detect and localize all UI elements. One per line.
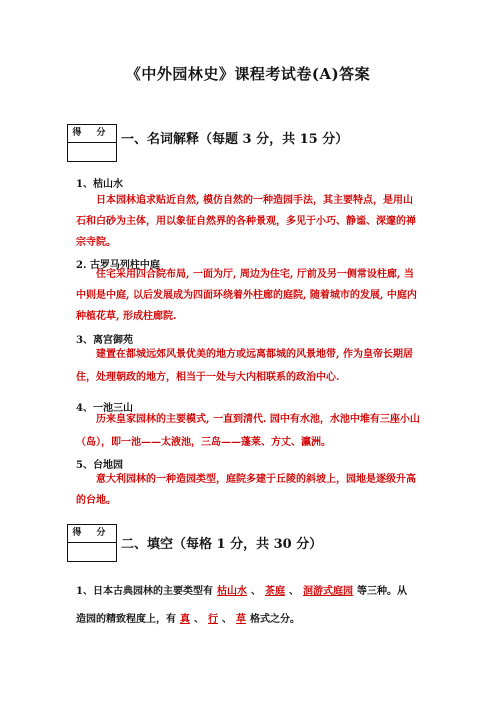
answer-blank: 草 bbox=[236, 614, 246, 625]
separator: 、 bbox=[222, 614, 232, 625]
answer-blank: 枯山水 bbox=[216, 586, 247, 597]
term-title: 1、桔山水 bbox=[76, 179, 123, 190]
term-title: 4、一池三山 bbox=[76, 403, 133, 414]
term-answer: 日本园林追求贴近自然, 模仿自然的一种造园手法，其主要特点，是用山石和白砂为主体，用以象征自然界的各种景观，多见于小巧、静谧、深邃的禅宗寺院。 bbox=[76, 195, 416, 248]
page-title: 《中外园林史》课程考试卷(A)答案 bbox=[125, 65, 371, 83]
fill-question bbox=[76, 578, 426, 634]
separator: 、 bbox=[250, 586, 261, 597]
term-answer: 历来皇家园林的主要模式, 一直到清代. 园中有水池，水池中堆有三座小山（岛），即一池——太液池，三岛——蓬莱、方丈、瀛洲。 bbox=[76, 414, 420, 448]
term-answer: 意大利园林的一种造园类型，庭院多建于丘陵的斜坡上，园地是逐级升高的台地。 bbox=[76, 474, 416, 506]
term-title: 3、离宫御苑 bbox=[76, 335, 133, 346]
question-text: 造园的精致程度上，有 bbox=[76, 614, 176, 625]
score-label: 得 分 bbox=[68, 125, 116, 143]
question-text: 格式之分。 bbox=[250, 614, 300, 625]
separator: 、 bbox=[288, 586, 299, 597]
score-box bbox=[67, 124, 117, 162]
score-label: 得 分 bbox=[68, 525, 116, 543]
section-heading: 二、填空（每格 1 分，共 30 分） bbox=[121, 537, 323, 552]
term-title: 5、台地园 bbox=[76, 460, 123, 471]
separator: 、 bbox=[194, 614, 204, 625]
question-text: 1、日本古典园林的主要类型有 bbox=[76, 586, 213, 597]
answer-blank: 真 bbox=[180, 614, 190, 625]
section-heading: 一、名词解释（每题 3 分，共 15 分） bbox=[121, 132, 349, 147]
term-title: 2. 古罗马列柱中庭 bbox=[76, 260, 160, 271]
answer-blank: 行 bbox=[208, 614, 218, 625]
term-answer: 住宅采用四合院布局, 一面为厅, 周边为住宅, 厅前及另一侧常设柱廊, 当中则是中庭, 以后发展成为四面环绕着外柱廊的庭院, 随着城市的发展, 中庭内种植花草, 形成柱廊院. bbox=[76, 269, 417, 322]
score-box bbox=[67, 524, 117, 562]
answer-blank: 茶庭 bbox=[264, 586, 285, 597]
answer-blank: 洄游式庭园 bbox=[302, 586, 353, 597]
question-text: 等三种。从 bbox=[356, 586, 407, 597]
term-answer: 建置在都城远郊风景优美的地方或远离都城的风景地带, 作为皇帝长期居住，处理朝政的地方，相当于一处与大内相联系的政治中心. bbox=[76, 349, 413, 383]
